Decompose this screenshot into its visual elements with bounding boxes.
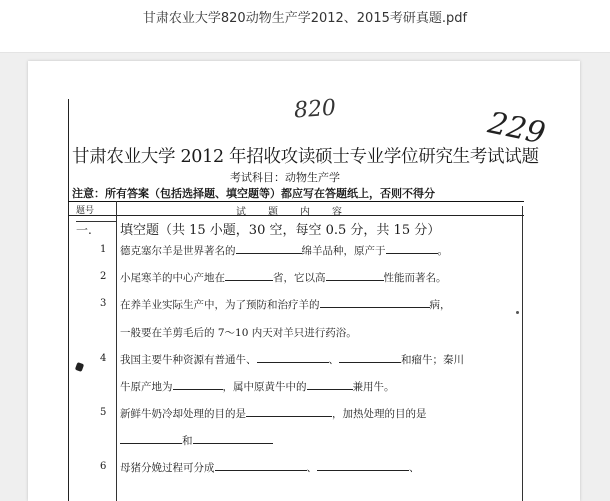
document-title: 甘肃农业大学820动物生产学2012、2015考研真题.pdf: [142, 11, 468, 26]
scan-speck: [516, 311, 519, 314]
question-text: 德克塞尔羊是世界著名的 绵羊品种，原产于 。: [120, 245, 448, 257]
table-top-rule: [68, 201, 524, 202]
handwritten-page-number: 229: [484, 105, 549, 152]
title-bar: [0, 0, 610, 53]
exam-subject: 考试科目：动物生产学: [230, 171, 340, 184]
question-text: 我国主要牛种资源有普通牛、 、 和瘤牛；秦川: [120, 354, 464, 366]
question-text-continued: 和: [120, 433, 273, 448]
section-number: 一.: [76, 223, 92, 237]
exam-title: 甘肃农业大学 2012 年招收攻读硕士专业学位研究生考试试题: [72, 147, 539, 167]
scan-ink-mark: [75, 362, 84, 372]
question-number: 4: [100, 353, 107, 364]
question-text: 新鲜牛奶冷却处理的目的是 ，加热处理的目的是: [120, 408, 427, 420]
section-rule: [76, 221, 116, 222]
table-column-divider: [116, 201, 117, 501]
question-text: 母猪分娩过程可分成 、 、: [120, 462, 420, 474]
handwritten-code: 820: [293, 95, 337, 124]
table-header-number: 题号: [76, 206, 95, 216]
scanned-exam-page: [28, 61, 580, 501]
question-text-continued: 牛原产地为 ，属中原黄牛中的 兼用牛。: [120, 381, 395, 393]
table-header-content: 试题内容: [236, 207, 364, 218]
question-number: 2: [100, 271, 107, 282]
question-number: 5: [100, 407, 107, 418]
question-number: 1: [100, 244, 107, 255]
scan-right-border: [522, 206, 523, 501]
question-text: 小尾寒羊的中心产地在 省，它以高 性能而著名。: [120, 272, 447, 284]
scan-left-border: [68, 99, 69, 501]
section-title: 填空题（共 15 小题，30 空，每空 0.5 分，共 15 分）: [120, 223, 441, 238]
pdf-page[interactable]: [28, 61, 580, 501]
question-number: 6: [100, 461, 107, 472]
question-text-continued: 一般要在羊剪毛后的 7～10 内天对羊只进行药浴。: [120, 327, 357, 339]
question-text: 在养羊业实际生产中，为了预防和治疗羊的 病，: [120, 299, 451, 311]
exam-notice: 注意：所有答案（包括选择题、填空题等）都应写在答题纸上，否则不得分: [72, 187, 435, 200]
question-number: 3: [100, 298, 107, 309]
